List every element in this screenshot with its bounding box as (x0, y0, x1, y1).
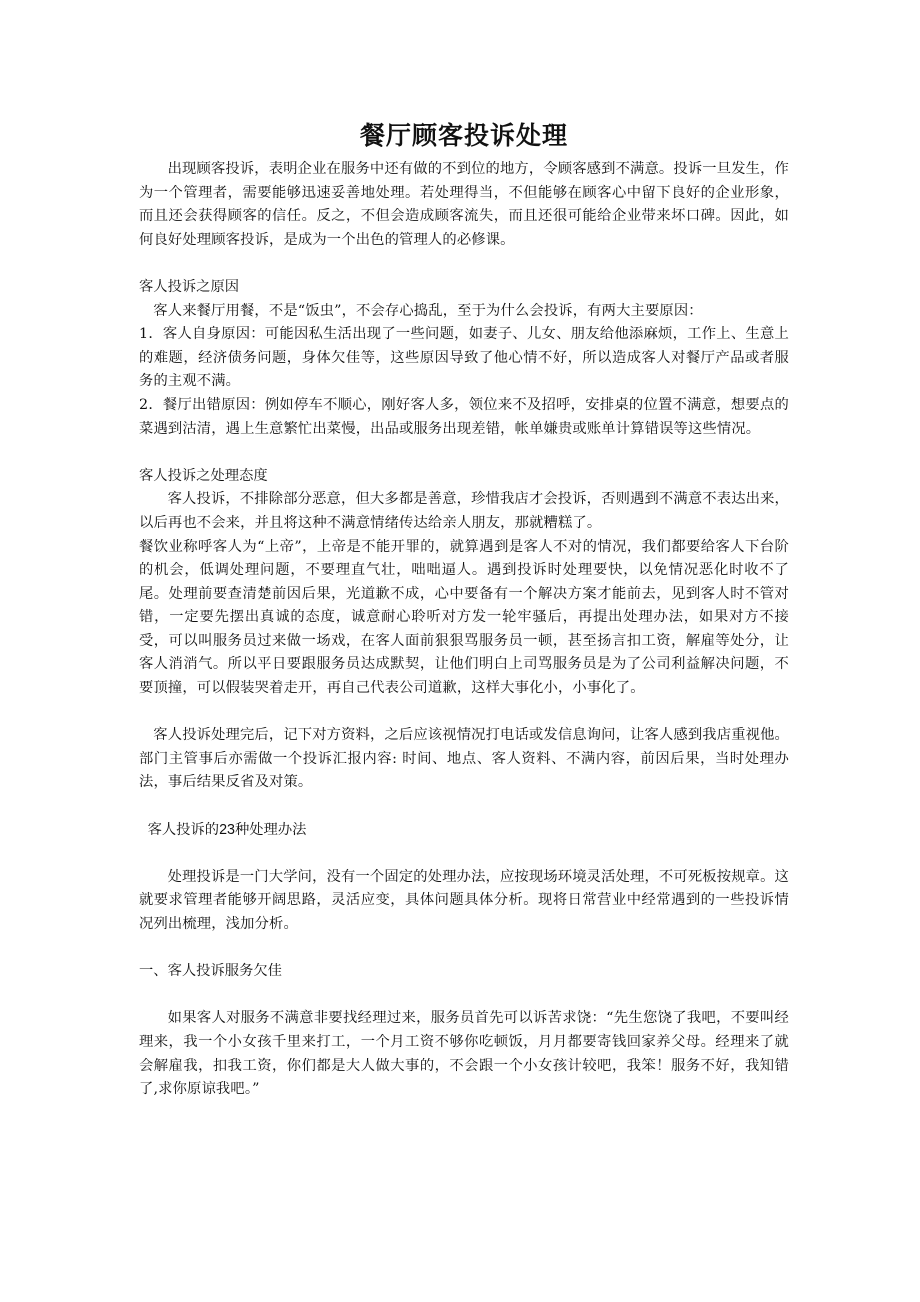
causes-item-1: 1．客人自身原因：可能因私生活出现了一些问题，如妻子、儿女、朋友给他添麻烦，工作上、生意上的难题，经济债务问题，身体欠佳等，这些原因导致了他心情不好，所以造成客人对餐厅产品或者服务的主观不满。 (139, 326, 789, 390)
section-heading-poor-service: 一、客人投诉服务欠佳 (139, 963, 282, 980)
spacer (139, 795, 789, 819)
attitude-paragraph-2: 餐饮业称呼客人为“上帝”，上帝是不能开罪的，就算遇到是客人不对的情况，我们都要给客人下台阶的机会，低调处理问题，不要理直气壮，咄咄逼人。遇到投诉时处理要快，以免情况恶化时收不了尾。处理前要查清楚前因后果，光道歉不成，心中要备有一个解决方案才能前去，见到客人时不管对错，一定要先摆出真诚的态度，诚意耐心聆听对方发一轮牢骚后，再提出处理办法，如果对方不接受，可以叫服务员过来做一场戏，在客人面前狠狠骂服务员一顿，甚至扬言扣工资，解雇等处分，让客人消消气。所以平日要跟服务员达成默契，让他们明白上司骂服务员是为了公司利益解决问题，不要顶撞，可以假装哭着走开，再自己代表公司道歉，这样大事化小，小事化了。 (139, 538, 789, 697)
section-heading-methods (139, 819, 789, 843)
attitude-paragraph-3: 客人投诉处理完后，记下对方资料，之后应该视情况打电话或发信息询问，让客人感到我店重视他。部门主管事后亦需做一个投诉汇报内容: 时间、地点、客人资料、不满内容，前因后果，当时处理办法，事后结果反省及对策。 (139, 727, 789, 791)
spacer (139, 441, 789, 465)
methods-heading-before: 客人投诉的 (147, 821, 220, 838)
spacer (139, 842, 789, 866)
spacer (139, 937, 789, 961)
document-page (139, 118, 789, 1102)
spacer (139, 701, 789, 725)
section-heading-causes: 客人投诉之原因 (139, 278, 240, 295)
methods-heading-after: 种处理办法 (234, 821, 307, 838)
methods-heading-number: 23 (219, 821, 235, 838)
causes-item-2: 2．餐厅出错原因：例如停车不顺心，刚好客人多，领位来不及招呼，安排桌的位置不满意，想要点的菜遇到沽清，遇上生意繁忙出菜慢，出品或服务出现差错，帐单嫌贵或账单计算错误等这些情况。 (139, 396, 789, 437)
spacer (139, 984, 789, 1008)
poor-service-paragraph-1: 如果客人对服务不满意非要找经理过来，服务员首先可以诉苦求饶：“先生您饶了我吧，不要叫经理来，我一个小女孩千里来打工，一个月工资不够你吃顿饭，月月都要寄钱回家养父母。经理来了就会解雇我，扣我工资，你们都是大人做大事的，不会跟一个小女孩计较吧，我笨！服务不好，我知错了,求你原谅我吧。” (139, 1010, 789, 1098)
attitude-paragraph-1: 客人投诉，不排除部分恶意，但大多都是善意，珍惜我店才会投诉，否则遇到不满意不表达出来，以后再也不会来，并且将这种不满意情绪传达给亲人朋友，那就糟糕了。 (139, 491, 789, 531)
methods-paragraph-1: 处理投诉是一门大学问，没有一个固定的处理办法，应按现场环境灵活处理，不可死板按规章。这就要求管理者能够开阔思路，灵活应变，具体问题具体分析。现将日常营业中经常遇到的一些投诉情况列出梳理，浅加分析。 (139, 868, 789, 932)
intro-paragraph: 出现顾客投诉，表明企业在服务中还有做的不到位的地方，令顾客感到不满意。投诉一旦发生，作为一个管理者，需要能够迅速妥善地处理。若处理得当，不但能够在顾客心中留下良好的企业形象，而且还会获得顾客的信任。反之，不但会造成顾客流失，而且还很可能给企业带来坏口碑。因此，如何良好处理顾客投诉，是成为一个出色的管理人的必修课。 (139, 161, 789, 248)
spacer (139, 252, 789, 276)
document-title: 餐厅顾客投诉处理 (359, 121, 568, 150)
section-heading-attitude: 客人投诉之处理态度 (139, 467, 268, 484)
causes-lead-paragraph: 客人来餐厅用餐，不是“饭虫”，不会存心捣乱，至于为什么会投诉，有两大主要原因： (153, 302, 703, 319)
